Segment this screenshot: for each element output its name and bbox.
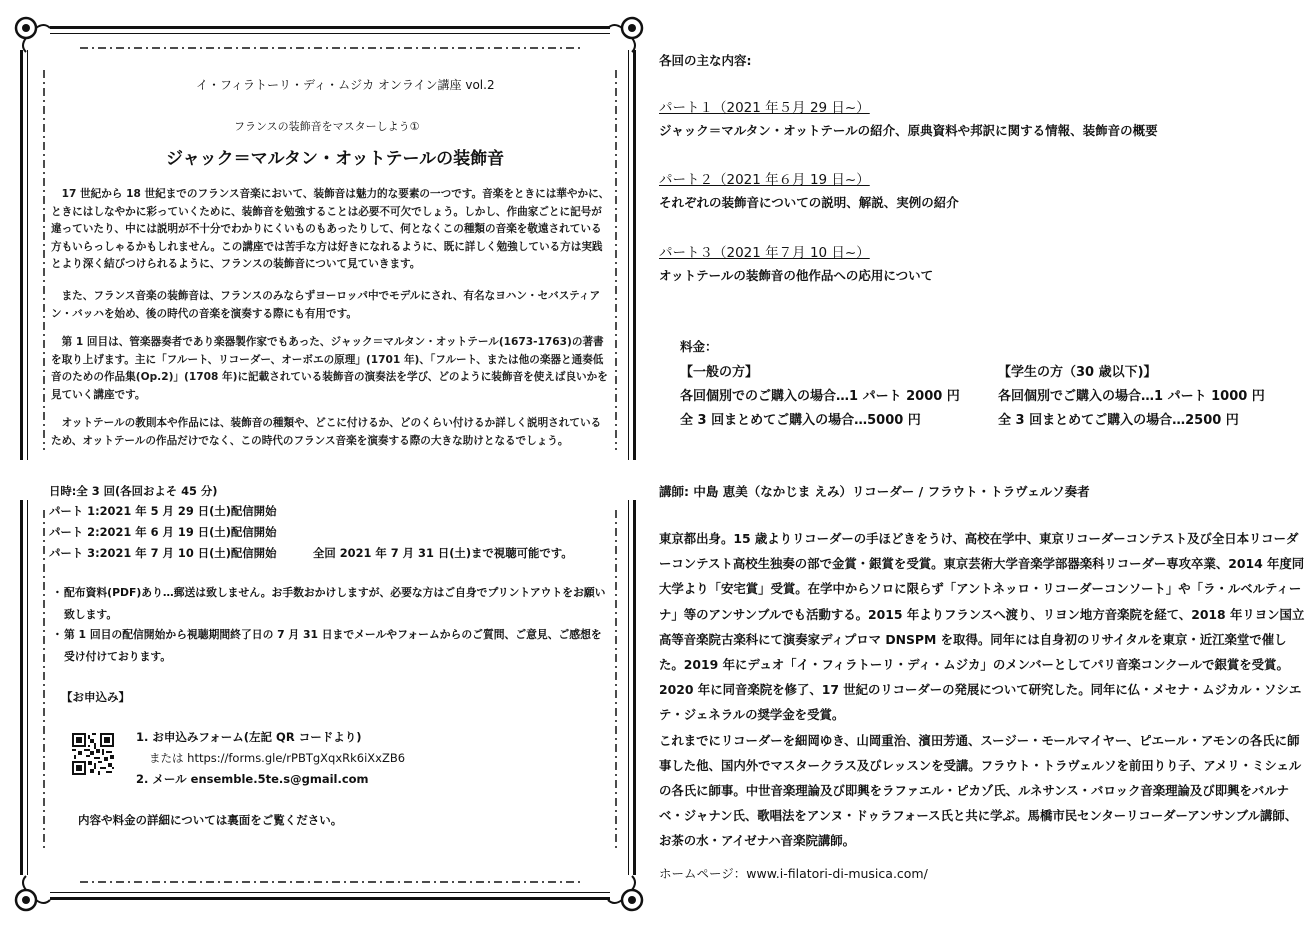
instructor-bio	[659, 526, 1309, 854]
intro-paragraph-3: 第 1 回目は、管楽器奏者であり楽器製作家でもあった、ジャック＝マルタン・オットテール(1673-1763)の著書を取り上げます。主に「フルート、リコーダー、オーボエの原理」(1701 年)、「フルート、または他の楽器と通奏低音のための作品集(Op.2)」(1708 年)に記載されている装飾音の演奏法を学び、どのように装飾音を使えば良いかを見ていく講座です。	[51, 336, 608, 401]
note-2: 第 1 回目の配信開始から視聴期間終了日の 7 月 31 日までメールやフォームからのご質問、ご意見、ご感想を受け付けております。	[64, 628, 602, 663]
fee-general-all: 全 3 回まとめてご購入の場合…5000 円	[680, 413, 921, 428]
instructor-line: 講師: 中島 恵美（なかじま えみ）リコーダー / フラウト・トラヴェルソ奏者	[659, 484, 1090, 499]
intro-paragraph-2: また、フランス音楽の装飾音は、フランスのみならずヨーロッパ中でモデルにされ、有名なヨハン・セバスティアン・バッハを始め、後の時代の音楽を演奏する際にも有用です。	[51, 290, 601, 320]
bio-paragraph-2: これまでにリコーダーを細岡ゆき、山岡重治、濱田芳通、スージー・モールマイヤー、ピエール・アモンの各氏に師事した他、国内外でマスタークラス及びレッスンを受講。フラウト・トラヴェルソを前田りり子、アメリ・ミシェルの各氏に師事。中世音楽理論及び即興をラファエル・ピカゾ氏、ルネサンス・バロック音楽理論及び即興をバルナベ・ジャナン氏、歌唱法をアンヌ・ドゥラフォース氏と共に学ぶ。馬橋市民センターリコーダーアンサンブル講師、お茶の水・アイゼナハ音楽院講師。	[659, 732, 1302, 849]
fee-general-label: 【一般の方】	[680, 365, 759, 380]
part3-desc: オットテールの装飾音の他作品への応用について	[659, 268, 934, 283]
right-ornament-bottom	[606, 500, 626, 860]
series-title: イ・フィラトーリ・ディ・ムジカ オンライン講座 vol.2	[196, 78, 495, 92]
schedule-part3: パート 3:2021 年 7 月 10 日(土)配信開始	[49, 546, 277, 560]
note-bullet-2: ・	[52, 628, 63, 641]
note-bullet-1: ・	[52, 586, 63, 599]
homepage-link[interactable]: ホームページ：www.i-filatori-di-musica.com/	[659, 866, 928, 881]
page-title: ジャック＝マルタン・オットテールの装飾音	[166, 149, 505, 169]
note-1: 配布資料(PDF)あり…郵送は致しません。お手数おかけしますが、必要な方はご自身でプリントアウトをお願い致します。	[64, 586, 606, 621]
bio-paragraph-1: 東京都出身。15 歳よりリコーダーの手ほどきをうけ、高校在学中、東京リコーダーコンテスト及び全日本リコーダーコンテスト高校生独奏の部で金賞・銀賞を受賞。東京芸術大学音楽学部器楽科リコーダー専攻卒業、2014 年度同大学より「安宅賞」受賞。在学中からソロに限らず「アントネッロ・リコーダーコンソート」や「ラ・ルベルティーナ」等のアンサンブルでも活動する。2015 年よりフランスへ渡り、リヨン地方音楽院を経て、2018 年リヨン国立高等音楽院古楽科にて演奏家ディプロマ DNSPM を取得。同年には自身初のリサイタルを東京・近江楽堂で催した。2019 年にデュオ「イ・フィラトーリ・ディ・ムジカ」のメンバーとしてパリ音楽コンクールで銀賞を受賞。2020 年に同音楽院を修了、17 世紀のリコーダーの発展について研究した。同年に仏・メセナ・ムジカル・ソシエテ・ジェネラルの奨学金を受賞。	[659, 531, 1305, 723]
details-note: 内容や料金の詳細については裏面をご覧ください。	[78, 813, 343, 827]
part1-title: パート１（2021 年５月 29 日~）	[659, 100, 870, 116]
apply-heading: 【お申込み】	[61, 690, 130, 704]
contents-heading: 各回の主な内容:	[659, 53, 752, 68]
fee-student-label: 【学生の方（30 歳以下)】	[998, 365, 1157, 380]
schedule-heading: 日時:全 3 回(各回およそ 45 分)	[49, 484, 218, 498]
schedule-part2: パート 2:2021 年 6 月 19 日(土)配信開始	[49, 525, 277, 539]
corner-ornament-tl	[12, 14, 52, 54]
part1-desc: ジャック＝マルタン・オットテールの紹介、原典資料や邦訳に関する情報、装飾音の概要	[659, 123, 1158, 138]
subtitle: フランスの装飾音をマスターしよう①	[234, 120, 420, 133]
fee-student-all: 全 3 回まとめてご購入の場合…2500 円	[998, 413, 1239, 428]
fee-heading: 料金：	[680, 339, 718, 354]
qr-code[interactable]	[72, 733, 114, 775]
corner-ornament-bl	[12, 874, 52, 914]
fee-student-single: 各回個別でご購入の場合…1 パート 1000 円	[998, 389, 1265, 404]
part3-title: パート３（2021 年７月 10 日~）	[659, 245, 870, 261]
schedule-until: 全回 2021 年 7 月 31 日(土)まで視聴可能です。	[313, 546, 573, 560]
part2-desc: それぞれの装飾音についての説明、解説、実例の紹介	[659, 195, 959, 210]
part2-title: パート２（2021 年６月 19 日~）	[659, 172, 870, 188]
fee-general-single: 各回個別でのご購入の場合…1 パート 2000 円	[680, 389, 960, 404]
apply-form-url[interactable]: または https://forms.gle/rPBTgXqxRk6iXxZB6	[149, 751, 406, 765]
top-ornament	[40, 38, 620, 58]
schedule-part1: パート 1:2021 年 5 月 29 日(土)配信開始	[49, 504, 277, 518]
bottom-ornament	[40, 872, 620, 892]
corner-ornament-br	[606, 874, 646, 914]
apply-form[interactable]: 1. お申込みフォーム(左記 QR コードより)	[136, 730, 362, 744]
corner-ornament-tr	[606, 14, 646, 54]
intro-paragraph-1: 17 世紀から 18 世紀までのフランス音楽において、装飾音は魅力的な要素の一つです。音楽をときには華やかに、ときにはしなやかに彩っていくために、装飾音を勉強することは必要不可欠でしょう。しかし、作曲家ごとに記号が違っていたり、中には説明が不十分でわかりにくいものもあったりして、何となくこの種類の音楽を敬遠されている方もいらっしゃるかもしれません。この講座では苦手な方は好きになれるように、既に詳しく勉強している方は実践とより深く結びつけられるように、フランスの装飾音について見ていきます。	[51, 188, 610, 270]
intro-paragraph-4: オットテールの教則本や作品には、装飾音の種類や、どこに付けるか、どのくらい付けるか詳しく説明されているため、オットテールの作品だけでなく、この時代のフランス音楽を演奏する際の大きな助けとなるでしょう。	[51, 417, 602, 447]
apply-email[interactable]: 2. メール ensemble.5te.s@gmail.com	[136, 772, 369, 786]
